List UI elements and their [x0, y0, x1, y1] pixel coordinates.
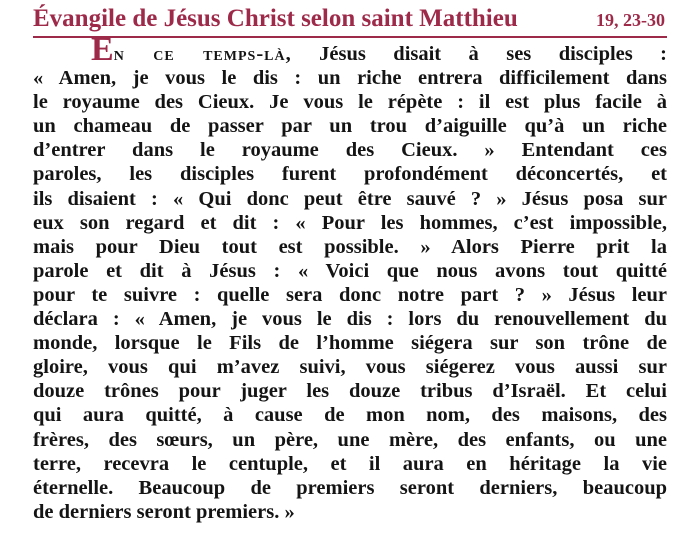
gospel-header	[33, 2, 667, 38]
passage-line	[33, 31, 668, 68]
passage-line: qui aura quitté, à cause de mon nom, des maisons, des	[33, 404, 667, 427]
passage-line: douze trônes pour juger les douze tribus d’Israël. Et celui	[33, 380, 667, 403]
passage-line: paroles, les disciples furent profondément déconcertés, et	[33, 163, 667, 186]
passage-line: le royaume des Cieux. Je vous le répète : il est plus facile à	[33, 91, 667, 114]
passage-line: de derniers seront premiers. »	[33, 500, 295, 523]
passage-line: déclara : « Amen, je vous le dis : lors du renouvellement du	[33, 308, 667, 331]
gospel-passage	[33, 31, 668, 524]
opening-smallcaps: n ce temps-là,	[113, 43, 292, 65]
passage-line: mais pour Dieu tout est possible. » Alors Pierre prit la	[33, 235, 667, 258]
gospel-page	[33, 0, 667, 536]
passage-line: ils disaient : « Qui donc peut être sauvé ? » Jésus posa sur	[33, 187, 667, 210]
passage-line: éternelle. Beaucoup de premiers seront derniers, beaucoup	[33, 476, 667, 499]
drop-cap: E	[91, 31, 114, 68]
passage-line: un chameau de passer par un trou d’aiguille qu’à un riche	[33, 115, 667, 138]
passage-line-text: Jésus disait à ses disciples :	[291, 43, 668, 65]
gospel-title: Évangile de Jésus Christ selon saint Matthieu	[33, 5, 518, 32]
passage-line: pour te suivre : quelle sera donc notre part ? » Jésus leur	[33, 283, 667, 306]
passage-line: eux son regard et dit : « Pour les hommes, c’est impossible,	[33, 211, 667, 234]
passage-line: frères, des sœurs, un père, une mère, des enfants, ou une	[33, 428, 667, 451]
passage-line: d’entrer dans le royaume des Cieux. » Entendant ces	[33, 139, 667, 162]
passage-line: gloire, vous qui m’avez suivi, vous siégerez vous aussi sur	[33, 356, 667, 379]
verse-reference: 19, 23-30	[596, 10, 665, 30]
passage-line: parole et dit à Jésus : « Voici que nous avons tout quitté	[33, 259, 667, 282]
passage-line: terre, recevra le centuple, et il aura en héritage la vie	[33, 452, 667, 475]
passage-line: monde, lorsque le Fils de l’homme siégera sur son trône de	[33, 332, 667, 355]
passage-line: « Amen, je vous le dis : un riche entrera difficilement dans	[33, 67, 667, 90]
